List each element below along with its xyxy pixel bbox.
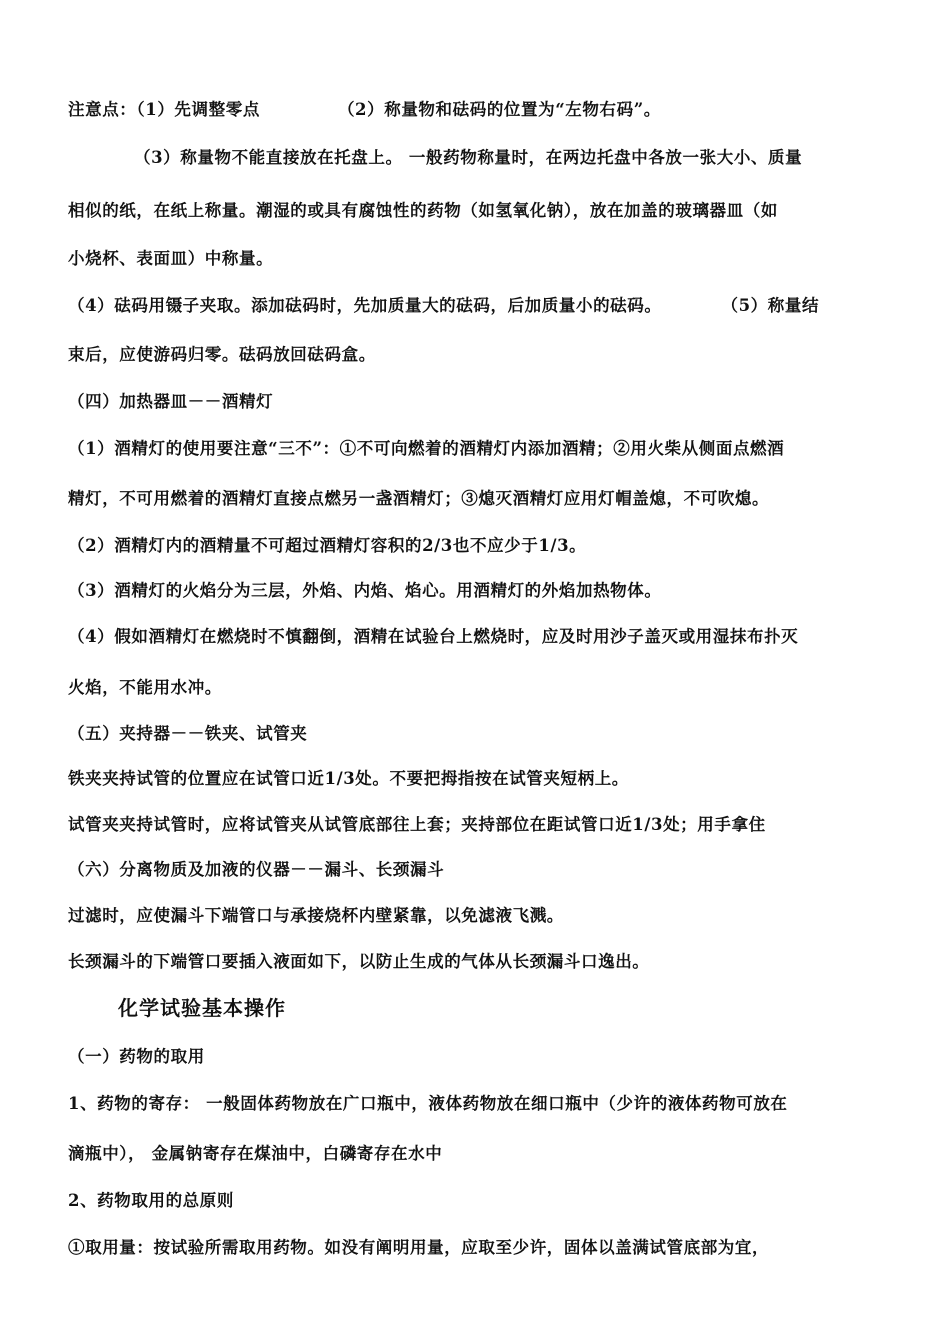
text-line: （3）称量物不能直接放在托盘上。 一般药物称量时，在两边托盘中各放一张大小、质量 (134, 148, 803, 167)
section-heading: （四）加热器皿－－酒精灯 (68, 392, 274, 411)
text-segment: （5）称量结 (721, 296, 820, 315)
chapter-title: 化学试验基本操作 (118, 996, 286, 1020)
text-line: 铁夹夹持试管的位置应在试管口近1/3处。不要把拇指按在试管夹短柄上。 (68, 769, 629, 788)
text-line: 2、药物取用的总原则 (68, 1191, 234, 1210)
section-heading: （六）分离物质及加液的仪器－－漏斗、长颈漏斗 (68, 860, 445, 879)
text-line: 过滤时，应使漏斗下端管口与承接烧杯内壁紧靠，以免滤液飞溅。 (68, 906, 564, 925)
text-segment: 注意点：（1）先调整零点 (68, 100, 260, 119)
text-line: ①取用量：按试验所需取用药物。如没有阐明用量，应取至少许，固体以盖满试管底部为宜， (68, 1238, 770, 1257)
text-segment: （2）称量物和砝码的位置为“左物右码”。 (337, 100, 661, 119)
text-line: （1）酒精灯的使用要注意“三不”：①不可向燃着的酒精灯内添加酒精；②用火柴从侧面点燃酒 (68, 439, 785, 458)
text-line: 小烧杯、表面皿）中称量。 (68, 249, 274, 268)
text-line: 长颈漏斗的下端管口要插入液面如下，以防止生成的气体从长颈漏斗口逸出。 (68, 952, 650, 971)
text-line: 相似的纸，在纸上称量。潮湿的或具有腐蚀性的药物（如氢氧化钠），放在加盖的玻璃器皿（如 (68, 201, 778, 220)
text-line: 束后，应使游码归零。砝码放回砝码盒。 (68, 345, 376, 364)
section-heading: （五）夹持器－－铁夹、试管夹 (68, 724, 308, 743)
text-line (68, 295, 819, 317)
text-line: 滴瓶中）， 金属钠寄存在煤油中，白磷寄存在水中 (68, 1144, 443, 1163)
text-line: 1、药物的寄存： 一般固体药物放在广口瓶中，液体药物放在细口瓶中（少许的液体药物可放在 (68, 1094, 788, 1113)
section-heading: （一）药物的取用 (68, 1047, 205, 1066)
text-segment: （4）砝码用镊子夹取。添加砝码时，先加质量大的砝码，后加质量小的砝码。 (68, 296, 662, 315)
text-line: 试管夹夹持试管时，应将试管夹从试管底部往上套；夹持部位在距试管口近1/3处；用手拿住 (68, 815, 766, 834)
text-line: （2）酒精灯内的酒精量不可超过酒精灯容积的2/3也不应少于1/3。 (68, 536, 587, 555)
text-line: 精灯，不可用燃着的酒精灯直接点燃另一盏酒精灯；③熄灭酒精灯应用灯帽盖熄，不可吹熄。 (68, 489, 770, 508)
text-line (68, 99, 661, 121)
text-line: （4）假如酒精灯在燃烧时不慎翻倒，酒精在试验台上燃烧时，应及时用沙子盖灭或用湿抹布扑灭 (68, 627, 799, 646)
text-line: （3）酒精灯的火焰分为三层，外焰、内焰、焰心。用酒精灯的外焰加热物体。 (68, 581, 662, 600)
text-line: 火焰，不能用水冲。 (68, 678, 222, 697)
